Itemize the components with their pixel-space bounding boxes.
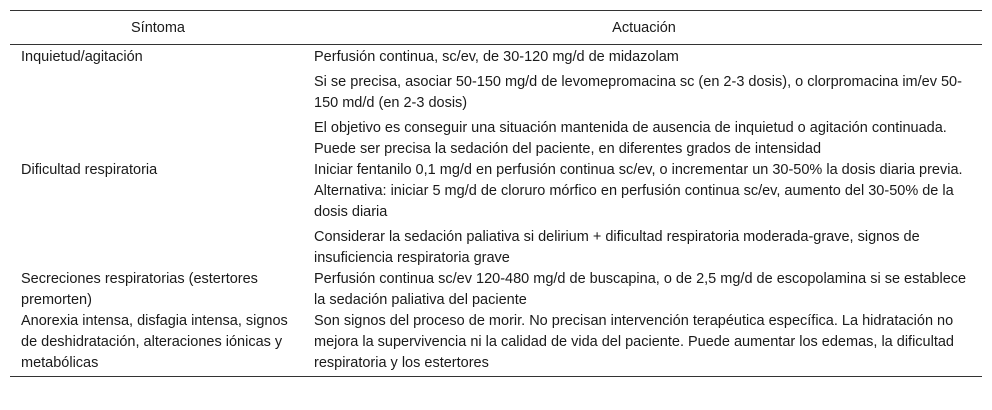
table-row xyxy=(10,160,982,269)
header-action: Actuación xyxy=(306,11,982,45)
symptom-cell: Dificultad respiratoria xyxy=(21,162,158,178)
symptom-cell: Anorexia intensa, disfagia intensa, signos de deshidratación, alteraciones iónicas y metabólicas xyxy=(10,311,306,377)
symptom-cell: Inquietud/agitación xyxy=(21,49,143,65)
action-paragraph: Perfusión continua, sc/ev, de 30-120 mg/d de midazolam xyxy=(314,49,679,65)
symptom-action-table-container xyxy=(10,10,982,377)
table-row xyxy=(10,269,982,311)
header-row xyxy=(10,11,982,45)
action-paragraph: Considerar la sedación paliativa si delirium + dificultad respiratoria moderada-grave, signos de insuficiencia respiratoria grave xyxy=(314,229,920,266)
action-cell xyxy=(306,269,982,311)
action-cell xyxy=(306,160,982,269)
header-symptom: Síntoma xyxy=(10,11,306,45)
action-paragraph: El objetivo es conseguir una situación mantenida de ausencia de inquietud o agitación continuada. Puede ser precisa la sedación del paciente, en diferentes grados de intensidad xyxy=(314,120,947,157)
action-paragraph: Son signos del proceso de morir. No precisan intervención terapéutica específica. La hidratación no mejora la supervivencia ni la calidad de vida del paciente. Puede aumentar los edemas, la dificultad respiratoria y los estertores xyxy=(314,313,954,371)
table-header xyxy=(10,11,982,45)
action-cell xyxy=(306,311,982,377)
action-cell xyxy=(306,45,982,161)
table-row xyxy=(10,311,982,377)
table-body xyxy=(10,45,982,377)
symptom-action-table xyxy=(10,10,982,377)
action-paragraph: Si se precisa, asociar 50-150 mg/d de levomepromacina sc (en 2-3 dosis), o clorpromacina im/ev 50-150 md/d (en 2-3 dosis) xyxy=(314,74,962,111)
table-row xyxy=(10,45,982,161)
action-paragraph: Perfusión continua sc/ev 120-480 mg/d de buscapina, o de 2,5 mg/d de escopolamina si se establece la sedación paliativa del paciente xyxy=(314,271,967,308)
symptom-cell: Secreciones respiratorias (estertores premorten) xyxy=(21,271,258,308)
action-paragraph: Iniciar fentanilo 0,1 mg/d en perfusión continua sc/ev, o incrementar un 30-50% la dosis diaria previa. Alternativa: iniciar 5 mg/d de cloruro mórfico en perfusión continua sc/ev, aumento del 30-50% de la dosis diaria xyxy=(314,162,963,220)
